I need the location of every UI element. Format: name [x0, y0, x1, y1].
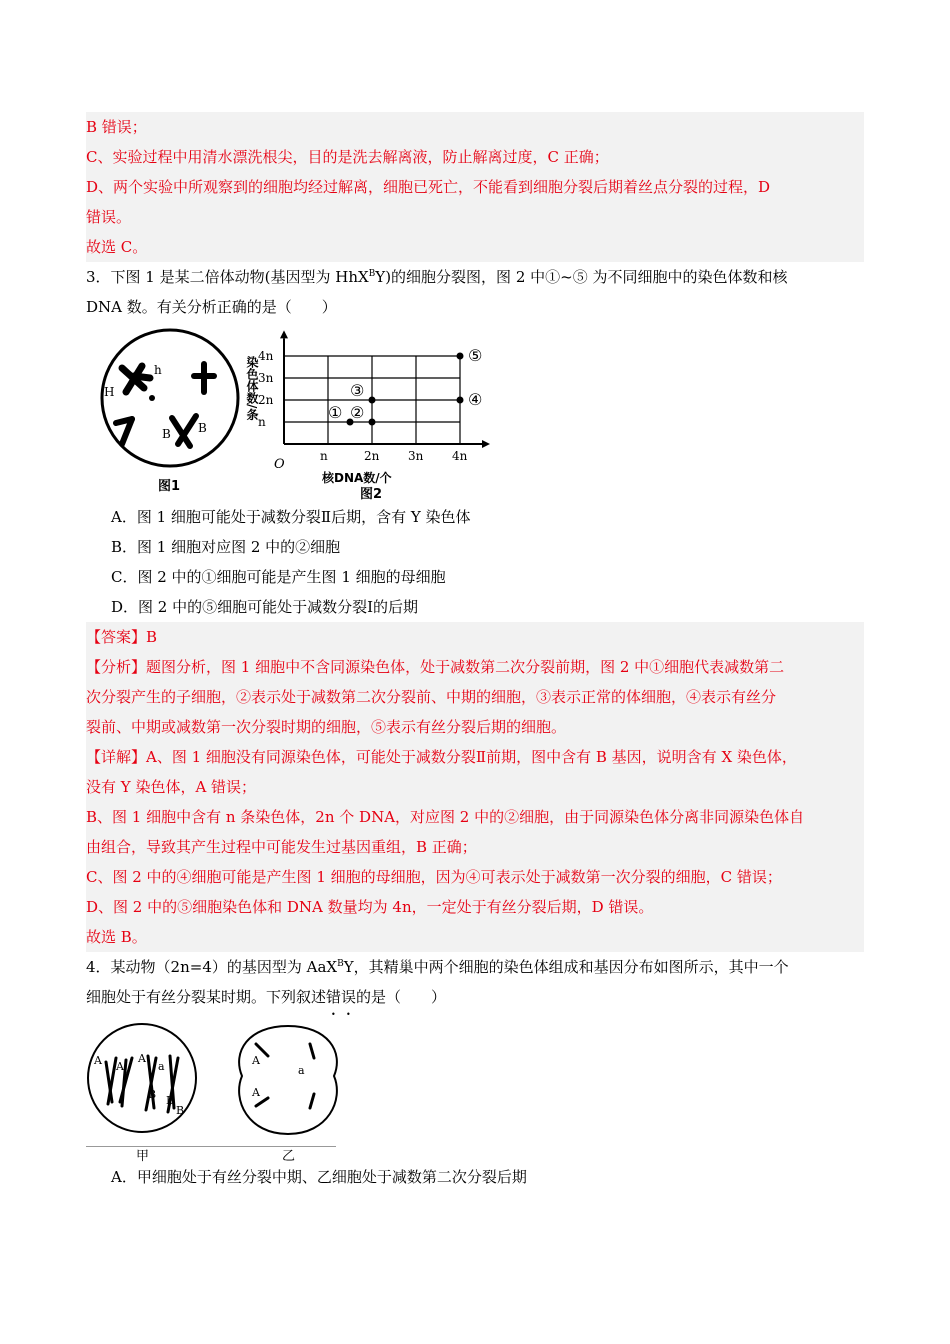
q3-stem-sup: B	[368, 269, 376, 279]
q3-answer-line: 次分裂产生的子细胞，②表示处于减数第二次分裂前、中期的细胞，③表示正常的体细胞，④表示有丝分	[86, 688, 777, 706]
q3-stem-line1	[86, 262, 864, 292]
figure-yi-caption: 乙	[282, 1149, 296, 1164]
q3-answer-line: 【详解】A、图 1 细胞没有同源染色体，可能处于减数分裂Ⅱ前期，图中含有 B 基因，说明含有 X 染色体，	[86, 748, 797, 766]
q3-option-b[interactable]: B．图 1 细胞对应图 2 中的②细胞	[111, 538, 341, 556]
chart-origin: O	[274, 457, 285, 472]
data-point	[457, 353, 464, 360]
q4-figures	[86, 1012, 864, 1162]
chromosome-plus-shape	[194, 364, 214, 392]
x-tick-label: 2n	[364, 449, 380, 463]
q4-emphasis-char: 误	[341, 988, 357, 1006]
q3-figures	[86, 322, 864, 502]
prev-line: 错误。	[86, 208, 132, 226]
gene-label: A	[252, 1086, 260, 1099]
point-label: ①	[328, 403, 343, 422]
q3-answer-box	[86, 622, 864, 952]
gene-label: A	[116, 1060, 124, 1073]
q4-figure-yi	[228, 1022, 348, 1172]
q3-option-d[interactable]: D．图 2 中的⑤细胞可能处于减数分裂Ⅰ的后期	[111, 598, 419, 616]
figure1-caption: 图1	[158, 479, 181, 494]
x-tick-label: n	[320, 449, 328, 463]
point-label: ④	[468, 390, 483, 409]
gene-label-H: H	[104, 385, 115, 399]
q4-emphasis-char: 错	[326, 988, 342, 1006]
gene-label: B	[148, 1088, 157, 1101]
y-tick-label: 3n	[258, 371, 274, 385]
y-tick-label: 4n	[258, 349, 274, 363]
y-tick-label: n	[258, 415, 266, 429]
data-point	[369, 397, 376, 404]
figure-jia-caption: 甲	[136, 1149, 150, 1164]
q3-answer-line: B、图 1 细胞中含有 n 条染色体，2n 个 DNA，对应图 2 中的②细胞，由于同源染色体分离非同源染色体自	[86, 808, 805, 826]
gene-label: A	[94, 1054, 102, 1067]
figure-baseline	[86, 1146, 336, 1147]
q3-figure1	[92, 326, 252, 506]
gene-label: A	[252, 1054, 260, 1067]
q4-stem-line2	[86, 982, 864, 1012]
q3-answer-line: C、图 2 中的④细胞可能是产生图 1 细胞的母细胞，因为④可表示处于减数第一次分裂的细胞，C 错误；	[86, 868, 782, 886]
gene-label: A	[138, 1052, 146, 1065]
point-label: ③	[350, 381, 365, 400]
x-tick-label: 4n	[452, 449, 468, 463]
chart-ylabel: 染色体数/条	[245, 356, 259, 421]
q4-stem-text: 4．某动物（2n=4）的基因型为 AaX	[86, 958, 338, 976]
q3-answer-line: D、图 2 中的⑤细胞染色体和 DNA 数量均为 4n，一定处于有丝分裂后期，D 错误。	[86, 898, 654, 916]
point-label: ②	[350, 403, 365, 422]
data-point	[369, 419, 376, 426]
point-label: ⑤	[468, 346, 483, 365]
q3-option-c[interactable]: C．图 2 中的①细胞可能是产生图 1 细胞的母细胞	[111, 568, 446, 586]
prev-line: C、实验过程中用清水漂洗根尖，目的是洗去解离液，防止解离过度，C 正确；	[86, 148, 609, 166]
q4-stem-text: 细胞处于有丝分裂某时期。下列叙述	[86, 988, 327, 1006]
chromosome-x-shape	[172, 416, 196, 446]
q3-answer-line: 没有 Y 染色体，A 错误；	[86, 778, 257, 796]
q4-stem-sup: B	[337, 959, 344, 969]
q3-answer-line: 裂前、中期或减数第一次分裂时期的细胞，⑤表示有丝分裂后期的细胞。	[86, 718, 567, 736]
q3-stem-text: 3．下图 1 是某二倍体动物(基因型为 HhX	[86, 268, 369, 286]
x-axis-arrow	[482, 440, 490, 448]
q3-answer-line: 故选 B。	[86, 928, 147, 946]
q3-answer-line: 【答案】B	[86, 628, 158, 646]
chromosome-group	[256, 1044, 314, 1108]
q3-stem-line2: DNA 数。有关分析正确的是（ ）	[86, 298, 337, 316]
q3-answer-line: 【分析】题图分析，图 1 细胞中不含同源染色体，处于减数第二次分裂前期，图 2 中①细胞代表减数第二	[86, 658, 785, 676]
q4-stem-line1	[86, 952, 864, 982]
q4-stem-text: Y，其精巢中两个细胞的染色体组成和基因分布如图所示，其中一个	[343, 958, 789, 976]
gene-label-B: B	[198, 421, 207, 435]
prev-line: B 错误；	[86, 118, 147, 136]
gene-label: a	[298, 1064, 305, 1077]
data-point	[457, 397, 464, 404]
small-dot	[149, 395, 155, 401]
gene-label-B: B	[162, 427, 171, 441]
q3-stem-text: Y)的细胞分裂图，图 2 中①~⑤ 为不同细胞中的染色体数和核	[375, 268, 788, 286]
y-axis-arrow	[280, 330, 288, 338]
figure2-caption: 图2	[360, 487, 383, 502]
q3-figure2-chart	[238, 322, 498, 502]
chart-xlabel: 核DNA数/个	[322, 471, 392, 485]
q4-option-a[interactable]: A．甲细胞处于有丝分裂中期、乙细胞处于减数第二次分裂后期	[111, 1168, 527, 1186]
prev-answer-box	[86, 112, 864, 262]
q4-stem-text: 的是（ ）	[356, 988, 447, 1006]
prev-line: 故选 C。	[86, 238, 148, 256]
page-content	[86, 112, 864, 1192]
y-tick-label: 2n	[258, 393, 274, 407]
prev-line: D、两个实验中所观察到的细胞均经过解离，细胞已死亡，不能看到细胞分裂后期着丝点分裂的过程，D	[86, 178, 771, 196]
x-tick-label: 3n	[408, 449, 424, 463]
q4-figure-jia	[86, 1022, 216, 1172]
gene-label: B	[166, 1094, 175, 1107]
q3-answer-line: 由组合，导致其产生过程中可能发生过基因重组，B 正确；	[86, 838, 477, 856]
chromosome-x-shape	[122, 366, 150, 392]
gene-label: B	[176, 1104, 185, 1117]
cell-membrane-dividing	[239, 1026, 337, 1134]
gene-label-h: h	[154, 363, 162, 377]
gene-label: a	[158, 1060, 165, 1073]
q3-option-a[interactable]: A．图 1 细胞可能处于减数分裂Ⅱ后期，含有 Y 染色体	[111, 508, 471, 526]
